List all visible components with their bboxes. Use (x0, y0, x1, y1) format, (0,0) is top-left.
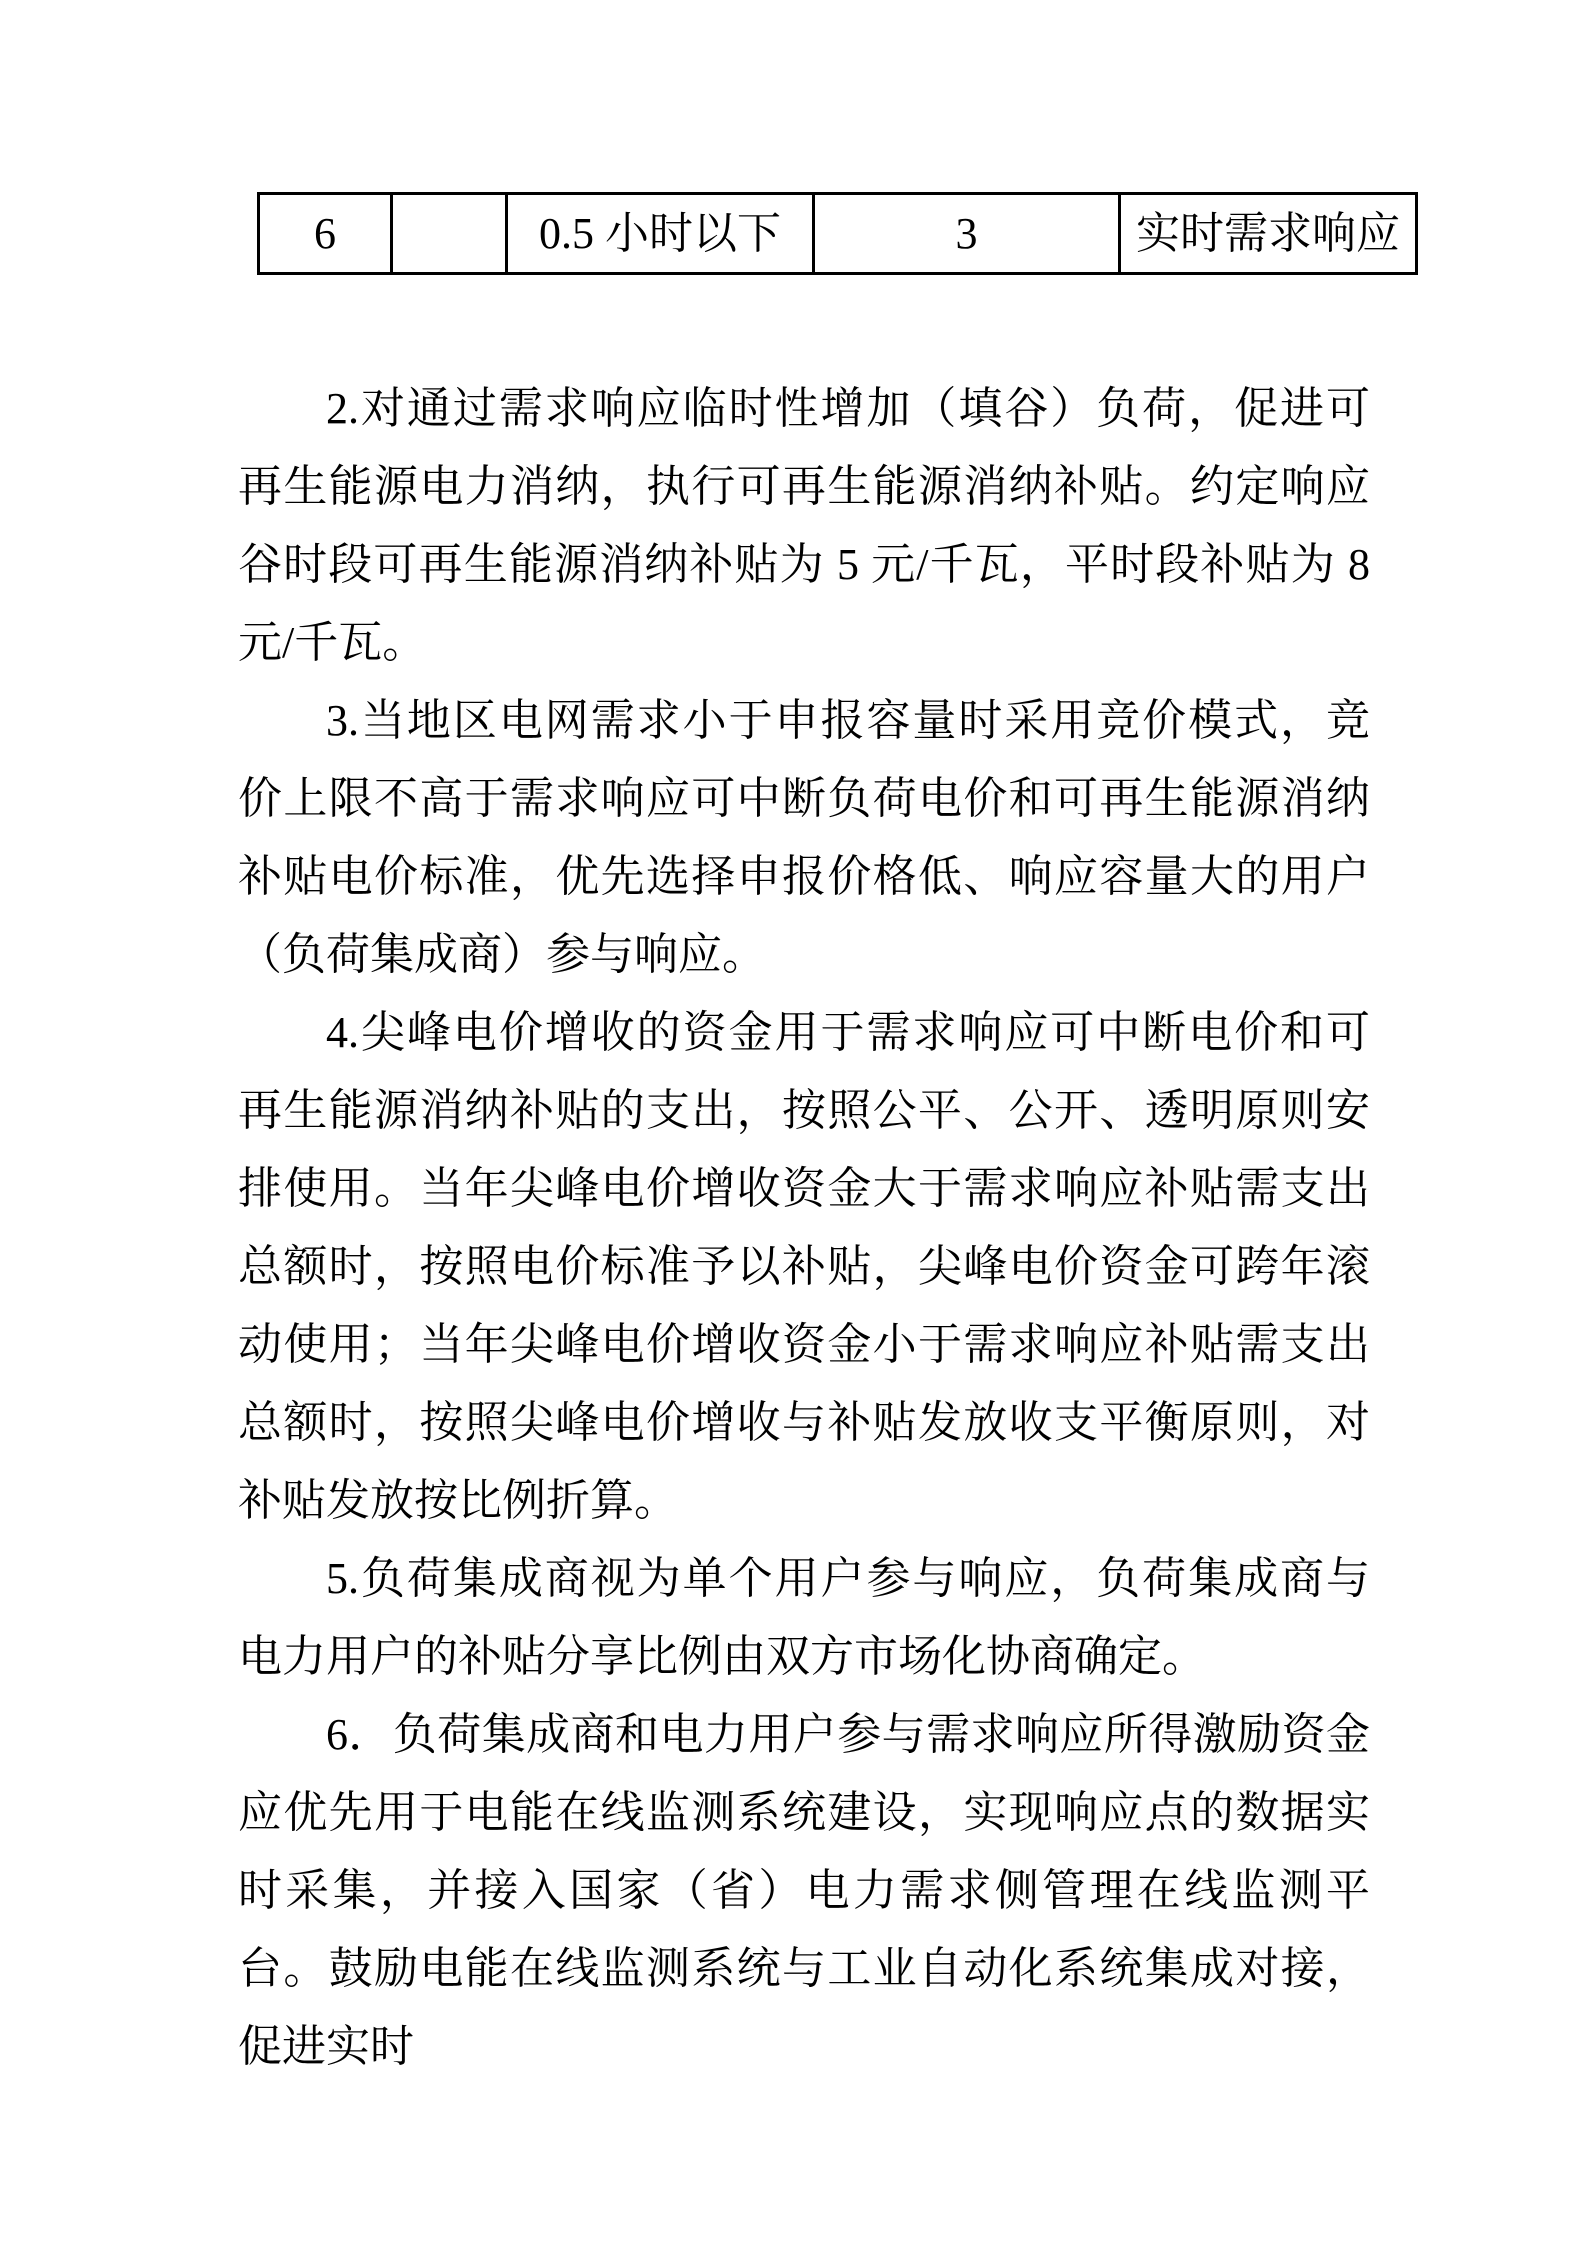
paragraph-3: 3.当地区电网需求小于申报容量时采用竞价模式，竞价上限不高于需求响应可中断负荷电价和可再生能源消纳补贴电价标准，优先选择申报价格低、响应容量大的用户（负荷集成商）参与响应。 (238, 696, 1370, 979)
cell-value: 3 (814, 194, 1120, 274)
paragraph-2: 2.对通过需求响应临时性增加（填谷）负荷，促进可再生能源电力消纳，执行可再生能源消纳补贴。约定响应谷时段可再生能源消纳补贴为 5 元/千瓦，平时段补贴为 8 元/千瓦。 (238, 384, 1370, 667)
paragraph-6: 6．负荷集成商和电力用户参与需求响应所得激励资金应优先用于电能在线监测系统建设，实现响应点的数据实时采集，并接入国家（省）电力需求侧管理在线监测平台。鼓励电能在线监测系统与工业自动化系统集成对接，促进实时 (238, 1710, 1370, 2071)
response-duration-table (257, 192, 1418, 275)
cell-duration: 0.5 小时以下 (507, 194, 814, 274)
cell-response-type: 实时需求响应 (1120, 194, 1417, 274)
cell-sequence-number: 6 (259, 194, 392, 274)
cell-empty (392, 194, 507, 274)
document-body (238, 370, 1370, 2086)
table-row (259, 194, 1417, 274)
paragraph-5: 5.负荷集成商视为单个用户参与响应，负荷集成商与电力用户的补贴分享比例由双方市场化协商确定。 (238, 1554, 1370, 1681)
paragraph-4: 4.尖峰电价增收的资金用于需求响应可中断电价和可再生能源消纳补贴的支出，按照公平、公开、透明原则安排使用。当年尖峰电价增收资金大于需求响应补贴需支出总额时，按照电价标准予以补贴，尖峰电价资金可跨年滚动使用；当年尖峰电价增收资金小于需求响应补贴需支出总额时，按照尖峰电价增收与补贴发放收支平衡原则，对补贴发放按比例折算。 (238, 1008, 1370, 1525)
